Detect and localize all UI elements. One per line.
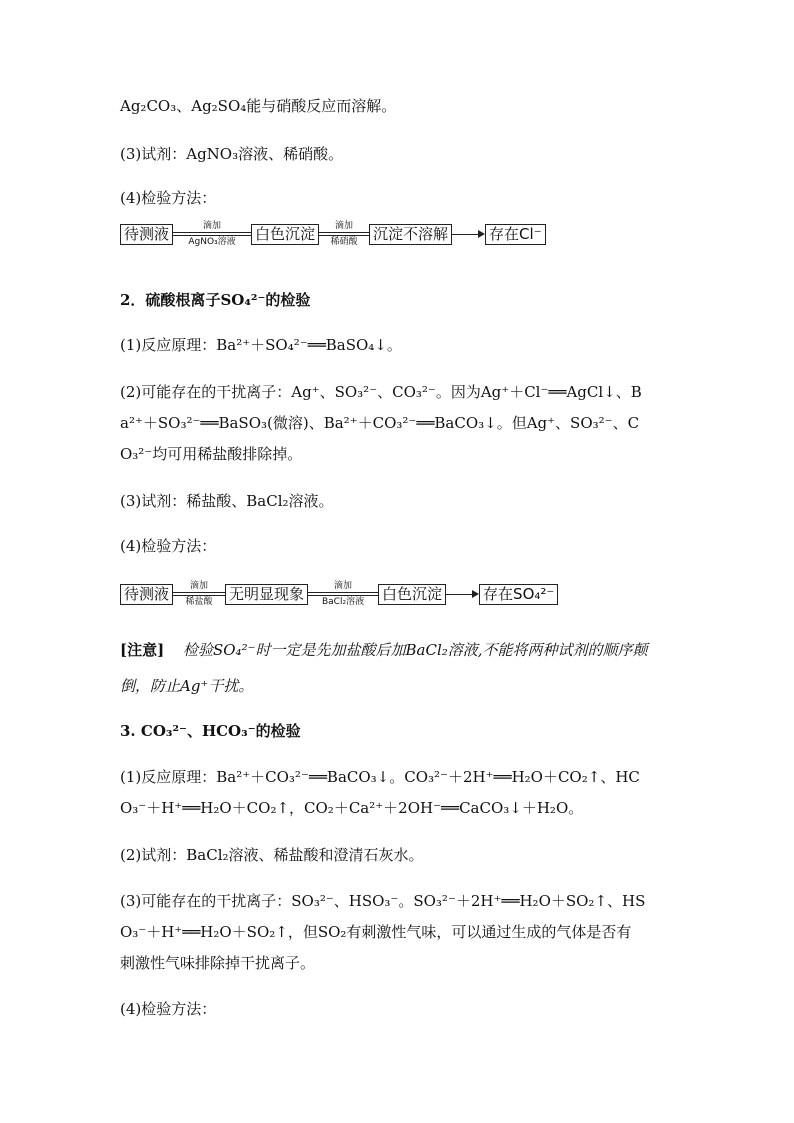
flow-diagram-sulfate	[120, 583, 558, 605]
flow-box: 待测液	[120, 224, 173, 245]
note-line	[120, 640, 648, 660]
arrow-label-top: 滴加	[203, 221, 222, 231]
text-line: (2)可能存在的干扰离子：Ag⁺、SO₃²⁻、CO₃²⁻。因为Ag⁺＋Cl⁻══AgCl↓、B	[120, 383, 642, 401]
text-line: (3)可能存在的干扰离子：SO₃²⁻、HSO₃⁻。SO₃²⁻＋2H⁺══H₂O＋SO₂↑、HS	[120, 892, 646, 910]
arrow-right-icon	[452, 230, 485, 238]
text-line: (4)检验方法：	[120, 537, 217, 555]
text-line: 刺激性气味排除掉干扰离子。	[120, 954, 316, 972]
arrow-label-bottom: BaCl₂溶液	[321, 597, 365, 607]
flow-double-arrow	[173, 574, 225, 614]
text-line: (1)反应原理：Ba²⁺＋CO₃²⁻══BaCO₃↓。CO₃²⁻＋2H⁺══H₂O＋CO₂↑、HC	[120, 768, 640, 786]
section-heading: 3. CO₃²⁻、HCO₃⁻的检验	[120, 722, 301, 740]
arrow-label-bottom: AgNO₃溶液	[188, 237, 236, 247]
text-line: (3)试剂：AgNO₃溶液、稀硝酸。	[120, 145, 344, 163]
flow-box: 无明显现象	[225, 584, 308, 605]
text-line: (1)反应原理：Ba²⁺＋SO₄²⁻══BaSO₄↓。	[120, 336, 402, 354]
text-line: Ag₂CO₃、Ag₂SO₄能与硝酸反应而溶解。	[120, 97, 397, 115]
arrow-label-top: 滴加	[334, 581, 353, 591]
flow-box: 存在SO₄²⁻	[479, 584, 558, 605]
section-heading: 2．硫酸根离子SO₄²⁻的检验	[120, 291, 311, 309]
flow-box: 白色沉淀	[378, 584, 446, 605]
flow-double-arrow	[308, 574, 378, 614]
arrow-label-bottom: 稀硝酸	[330, 237, 358, 247]
flow-box: 待测液	[120, 584, 173, 605]
text-line: O₃²⁻均可用稀盐酸排除掉。	[120, 445, 303, 463]
flow-box: 存在Cl⁻	[485, 224, 546, 245]
flow-box: 白色沉淀	[251, 224, 319, 245]
text-line: O₃⁻＋H⁺══H₂O＋SO₂↑，但SO₂有刺激性气味，可以通过生成的气体是否有	[120, 923, 632, 941]
flow-diagram-chloride	[120, 223, 546, 245]
note-text: 检验SO₄²⁻时一定是先加盐酸后加BaCl₂溶液,不能将两种试剂的顺序颠	[182, 641, 648, 659]
note-line: 倒，防止Ag⁺干扰。	[120, 677, 254, 695]
flow-box: 沉淀不溶解	[369, 224, 452, 245]
arrow-label-bottom: 稀盐酸	[185, 597, 213, 607]
arrow-label-top: 滴加	[190, 581, 209, 591]
text-line: (4)检验方法：	[120, 1000, 217, 1018]
flow-double-arrow	[319, 214, 369, 254]
text-line: (2)试剂：BaCl₂溶液、稀盐酸和澄清石灰水。	[120, 846, 424, 864]
flow-double-arrow	[173, 214, 251, 254]
text-line: (4)检验方法：	[120, 189, 217, 207]
arrow-right-icon	[446, 590, 479, 598]
text-line: (3)试剂：稀盐酸、BaCl₂溶液。	[120, 492, 334, 510]
arrow-label-top: 滴加	[335, 221, 354, 231]
text-line: O₃⁻＋H⁺══H₂O＋CO₂↑，CO₂＋Ca²⁺＋2OH⁻══CaCO₃↓＋H₂O。	[120, 799, 584, 817]
note-label: [注意]	[120, 641, 165, 659]
text-line: a²⁺＋SO₃²⁻══BaSO₃(微溶)、Ba²⁺＋CO₃²⁻══BaCO₃↓。但Ag⁺、SO₃²⁻、C	[120, 414, 640, 432]
